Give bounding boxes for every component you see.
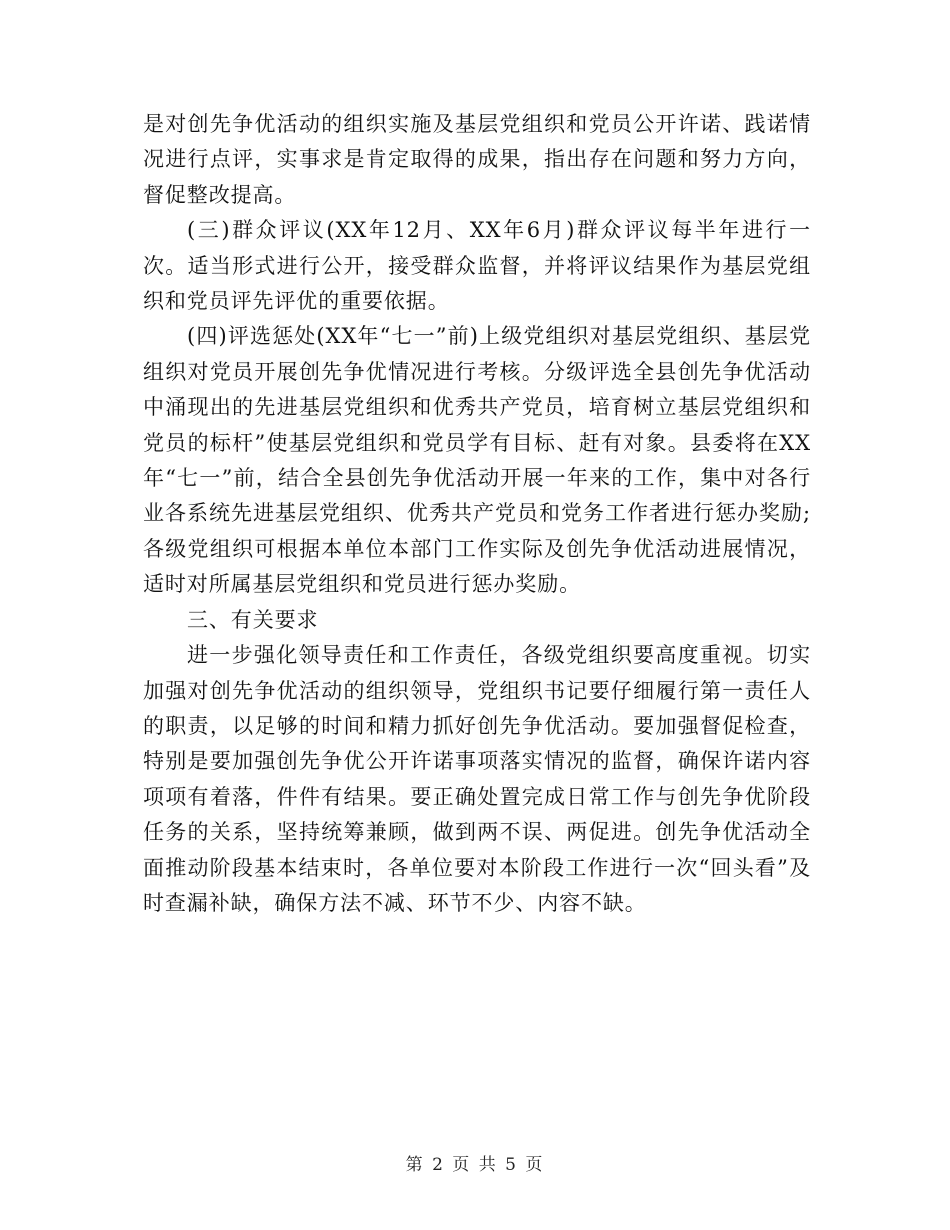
paragraph-public-appraisal: (三)群众评议(XX年12月、XX年6月)群众评议每半年进行一次。适当形式进行公开，接受群众监督，并将评议结果作为基层党组织和党员评先评优的重要依据。 bbox=[143, 218, 811, 314]
paragraph-evaluation-review: 是对创先争优活动的组织实施及基层党组织和党员公开许诺、践诺情况进行点评，实事求是肯定取得的成果，指出存在问题和努力方向，督促整改提高。 bbox=[143, 112, 811, 207]
section-heading-requirements: 三、有关要求 bbox=[187, 607, 319, 632]
paragraph-selection-rewards: (四)评选惩处(XX年“七一”前)上级党组织对基层党组织、基层党组织对党员开展创先争优情况进行考核。分级评选全县创先争优活动中涌现出的先进基层党组织和优秀共产党员，培育树立基层党组织和党员的标杆”使基层党组织和党员学有目标、赶有对象。县委将在XX年“七一”前，结合全县创先争优活动开展一年来的工作，集中对各行业各系统先进基层党组织、优秀共产党员和党务工作者进行惩办奖励;各级党组织可根据本单位本部门工作实际及创先争优活动进展情况，适时对所属基层党组织和党员进行惩办奖励。 bbox=[143, 324, 811, 597]
paragraph-requirements: 进一步强化领导责任和工作责任，各级党组织要高度重视。切实加强对创先争优活动的组织领导，党组织书记要仔细履行第一责任人的职责，以足够的时间和精力抓好创先争优活动。要加强督促检查，特别是要加强创先争优公开许诺事项落实情况的监督，确保许诺内容项项有着落，件件有结果。要正确处置完成日常工作与创先争优阶段任务的关系，坚持统筹兼顾，做到两不误、两促进。创先争优活动全面推动阶段基本结束时，各单位要对本阶段工作进行一次“回头看”及时查漏补缺，确保方法不减、环节不少、内容不缺。 bbox=[143, 643, 811, 915]
document-body bbox=[143, 107, 811, 921]
page-number-footer: 第 2 页 共 5 页 bbox=[405, 1155, 545, 1175]
